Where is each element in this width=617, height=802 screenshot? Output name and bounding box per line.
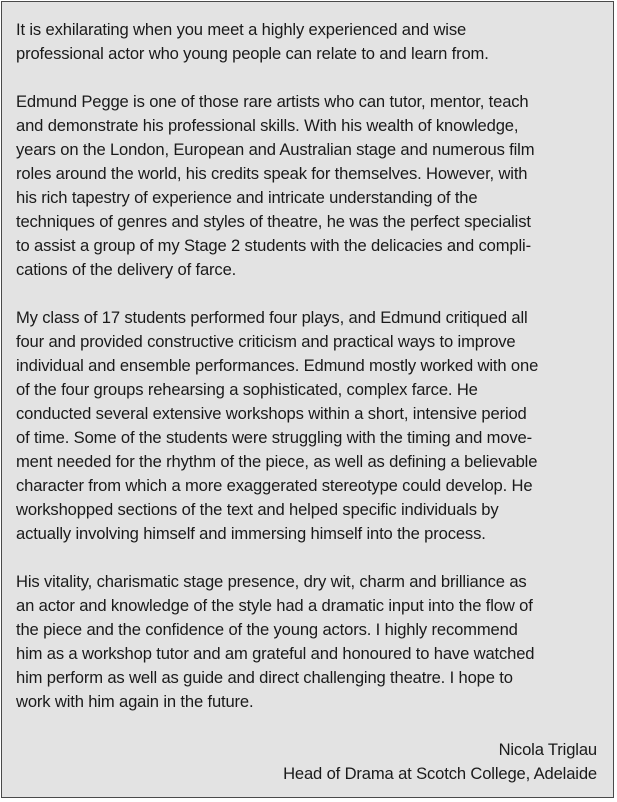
testimonial-card — [1, 1, 614, 798]
paragraph-recommendation: His vitality, charismatic stage presence, dry wit, charm and brilliance as an actor and knowledge of the style had a dramatic input into the flow of the piece and the confidence of the young actors. I highly recommend him as a workshop tutor and am grateful and honoured to have watched him perform as well as guide and direct challenging theatre. I hope to work with him again in the future. — [16, 572, 535, 711]
paragraph-intro: It is exhilarating when you meet a highly experienced and wise professional actor who young people can relate to and learn from. — [16, 20, 489, 63]
paragraph-about-edmund: Edmund Pegge is one of those rare artists who can tutor, mentor, teach and demonstrate his professional skills. With his wealth of knowledge, years on the London, European and Australian stage and numerous film roles around the world, his credits speak for themselves. However, with his rich tapestry of experience and intricate understanding of the techniques of genres and styles of theatre, he was the perfect specialist to assist a group of my Stage 2 students with the delicacies and compli- cations of the delivery of farce. — [16, 92, 535, 279]
signature-title: Head of Drama at Scotch College, Adelaide — [283, 764, 597, 783]
paragraph-class-work: My class of 17 students performed four plays, and Edmund critiqued all four and provided constructive criticism and practical ways to improve individual and ensemble performances. Edmund mostly worked with one of the four groups rehearsing a sophisticated, complex farce. He conducted several extensive workshops within a short, intensive period of time. Some of the students were struggling with the timing and move- ment needed for the rhythm of the piece, as well as defining a believable character from which a more exaggerated stereotype could develop. He workshopped sections of the text and helped specific individuals by actually involving himself and immersing himself into the process. — [16, 308, 539, 543]
signature-name: Nicola Triglau — [498, 740, 597, 759]
signature-block — [16, 738, 597, 786]
